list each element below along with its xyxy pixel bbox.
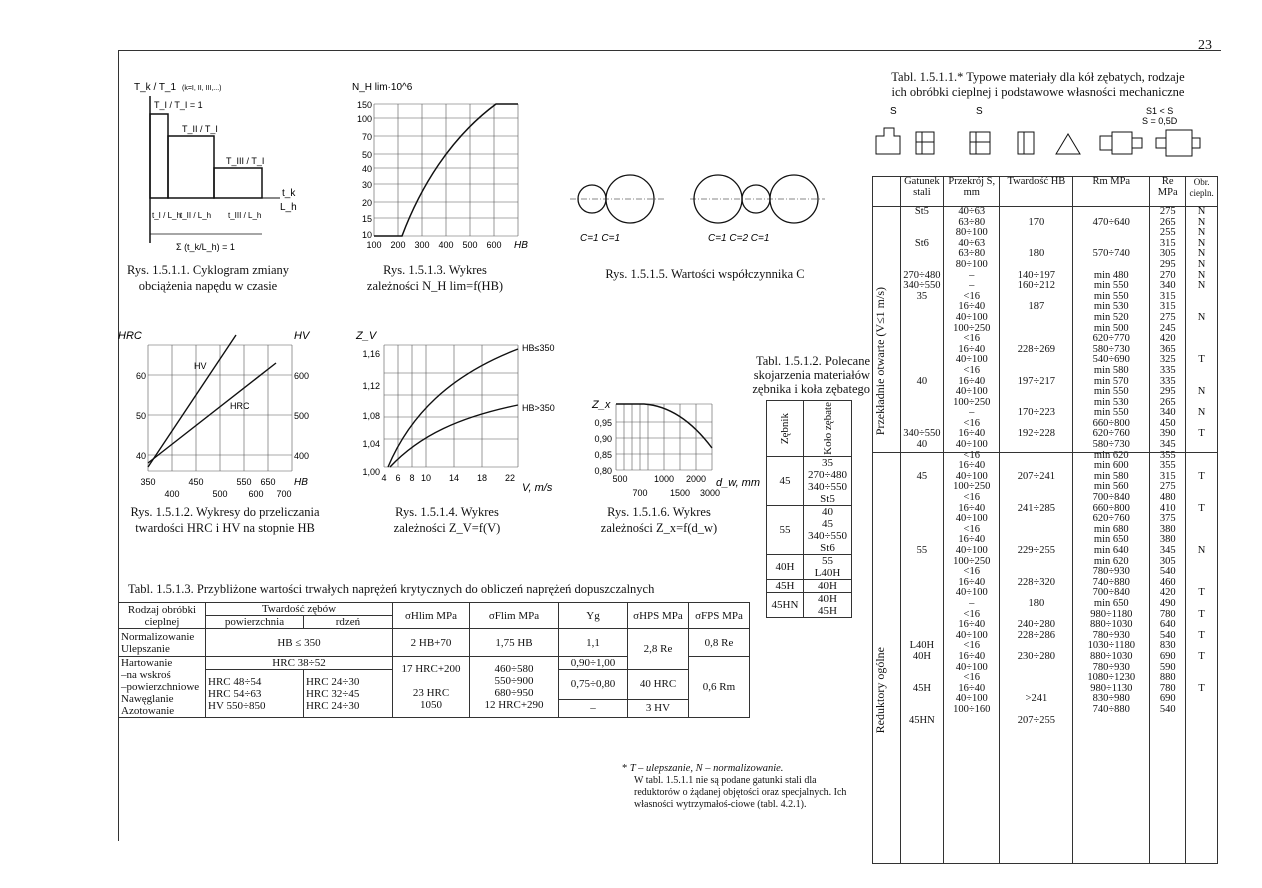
hb-bottom-tick: 400 [164, 489, 180, 499]
table-row [119, 629, 750, 657]
zv-xlabel: V, m/s [522, 482, 553, 494]
table-row [767, 506, 852, 555]
tabl-1511-h-gatunek: Gatunek stali [900, 177, 943, 207]
tabl-1512-title [736, 354, 870, 396]
nhlim-ytick: 150 [356, 100, 372, 110]
tabl-1512-cell: 55 [767, 506, 804, 555]
tabl-1511-h-obr: Obr. ciepln. [1186, 177, 1218, 207]
table-row [767, 555, 852, 580]
tabl-1512-cell: 45HN [767, 593, 804, 618]
sketch-s-label: S [890, 106, 897, 117]
zx-xlabel: d_w, mm [716, 477, 761, 489]
nhlim-xtick: 600 [486, 240, 502, 250]
nhlim-xlabel: HB [514, 240, 528, 251]
tabl-1513-cell: Hartowanie –na wskroś –powierzchniowe Nawęglanie Azotowanie [119, 657, 206, 718]
tabl-1513-h: Twardość zębów [206, 603, 393, 616]
curve-hrc-label: HRC [230, 401, 250, 411]
group-label-reducers: Reduktory ogólne [873, 647, 887, 734]
tabl-1511-col-przekroj: 40÷63 63÷80 80÷100 40÷63 63÷80 80÷100 – – <16 16÷40 40÷100 100÷250 <16 16÷40 40÷100 <16 16÷40 40÷100 100÷250 – <16 16÷40 40÷100 <16 16÷40 40÷100 100÷250 <16 16÷40 40÷100 <16 16÷40 40÷100 100÷250 <16 16÷40 40÷100 – <16 16÷40 40÷100 <16 16÷40 40÷100 <16 16÷40 40÷100 100÷160 [944, 207, 1000, 864]
nhlim-ytick: 40 [361, 164, 372, 174]
hv-ytick: 500 [294, 411, 310, 421]
table-row [767, 593, 852, 618]
nhlim-caption-l1: Rys. 1.5.1.3. Wykres [383, 263, 487, 277]
hb-bottom-tick: 500 [212, 489, 228, 499]
tabl-1513-h: σHlim MPa [393, 603, 470, 629]
coef-label-b: C=1 C=2 C=1 [708, 233, 770, 244]
zv-ytick: 1,00 [362, 467, 380, 477]
tabl-1513-cell: 1,75 HB [470, 629, 559, 657]
tabl-1511 [872, 176, 1218, 864]
tabl-1513-h: σFlim MPa [470, 603, 559, 629]
nhlim-ytick: 50 [361, 150, 372, 160]
cyclogram-figure [120, 78, 297, 258]
hrc-hv-caption-l2: twardości HRC i HV na stopnie HB [135, 521, 315, 535]
nhlim-ytick: 70 [361, 132, 372, 142]
zv-curve2-label: HB>350 [522, 403, 555, 413]
nhlim-xtick: 500 [462, 240, 478, 250]
zv-chart [350, 325, 570, 505]
tabl-1512-cell: 40 45 340÷550 St6 [804, 506, 852, 555]
zx-chart [582, 396, 762, 506]
hrc-axis-label: HRC [118, 330, 142, 342]
table-row [767, 580, 852, 593]
tabl-1511-col-rm: 470÷640 570÷740 min 480 min 550 min 550 min 530 min 520 min 500 620÷770 580÷730 540÷690 min 580 min 570 min 550 min 530 min 550 660÷800 620÷760 580÷730 min 620 min 600 min 580 min 560 700÷840 660÷800 620÷760 min 680 min 650 min 640 min 620 780÷930 740÷880 700÷840 min 650 980÷1180 880÷1030 780÷930 1030÷1180 880÷1030 780÷930 1080÷1230 980÷1130 830÷980 740÷880 [1073, 207, 1150, 864]
gear-sketches [870, 102, 1210, 168]
cyclogram-xlabel-lh: L_h [280, 202, 297, 213]
tabl-1512-title-l2: skojarzenia materiałów [753, 368, 870, 382]
cyclogram-label-t3: T_III / T_I [226, 156, 265, 166]
zv-curve1-label: HB≤350 [522, 343, 555, 353]
tabl-1513-cell: 460÷580 550÷900 680÷950 12 HRC+290 [470, 657, 559, 718]
group-label-open: Przekładnie otwarte (V≤1 m/s) [873, 287, 887, 436]
zx-xtick-bottom: 700 [632, 488, 648, 498]
zv-ytick: 1,12 [362, 381, 380, 391]
zv-ytick: 1,08 [362, 411, 380, 421]
tabl-1513-cell: 1,1 [559, 629, 628, 657]
tabl-1513-cell: HRC 48÷54 HRC 54÷63 HV 550÷850 [206, 670, 304, 718]
tabl-1513-cell: 17 HRC+200 23 HRC 1050 [393, 657, 470, 718]
coefficient-c-figure [570, 165, 840, 245]
tabl-1513-cell: 2 HB+70 [393, 629, 470, 657]
hrc-ytick: 40 [135, 451, 146, 461]
tabl-1512-cell: 55 L40H [804, 555, 852, 580]
coefficient-c-caption: Rys. 1.5.1.5. Wartości współczynnika C [605, 267, 805, 281]
tabl-1513-title: Tabl. 1.5.1.3. Przybliżone wartości trwałych naprężeń krytycznych do obliczeń naprężeń dopuszczalnych [128, 582, 655, 596]
tabl-1513-h: powierzchnia [206, 616, 304, 629]
nhlim-ylabel: N_H lim·10^6 [352, 82, 413, 93]
cyclogram-xlabel-tk: t_k [282, 188, 296, 199]
tabl-1513-h: Yg [559, 603, 628, 629]
zx-caption [584, 504, 734, 536]
tabl-1511-col-re: 275 265 255 315 305 295 270 340 315 315 275 245 420 365 325 335 335 295 265 340 450 390 345 355 355 315 275 480 410 375 380 380 345 305 540 460 420 490 780 640 540 830 690 590 880 780 690 540 [1150, 207, 1186, 864]
nhlim-ytick: 30 [361, 180, 372, 190]
tabl-1512-cell: 40H [804, 580, 852, 593]
nhlim-chart [330, 78, 540, 258]
zv-xtick: 22 [504, 473, 516, 483]
tabl-1512-h-kolo: Koło zębate [821, 402, 834, 455]
tabl-1511-col-twardosc: 170 180 140÷197 160÷212 187 228÷269 197÷217 170÷223 192÷228 207÷241 241÷285 229÷255 228÷320 180 240÷280 228÷286 230÷280 >241 207÷255 [1000, 207, 1073, 864]
tabl-1512-title-l3: zębnika i koła zębatego [752, 382, 870, 396]
footnote [622, 762, 862, 811]
hb-top-tick: 450 [188, 477, 204, 487]
zx-xtick-top: 1000 [653, 474, 675, 484]
zv-xtick: 10 [420, 473, 432, 483]
tabl-1512-cell: 45H [767, 580, 804, 593]
tabl-1513-cell: 0,75÷0,80 [559, 670, 628, 700]
zv-ylabel: Z_V [356, 330, 377, 342]
tabl-1513-h: Rodzaj obróbki cieplnej [119, 603, 206, 629]
hrc-ytick: 60 [135, 371, 146, 381]
zx-caption-l2: zależności Z_x=f(d_w) [600, 521, 718, 535]
tabl-1512-cell: 40H 45H [804, 593, 852, 618]
cyclogram-label-t1: T_I / T_I = 1 [154, 100, 203, 110]
nhlim-caption-l2: zależności N_H lim=f(HB) [366, 279, 504, 293]
hb-bottom-tick: 700 [276, 489, 292, 499]
footnote-star: * [622, 763, 628, 774]
zv-xtick: 8 [409, 473, 415, 483]
zx-ytick: 0,85 [594, 450, 612, 460]
tabl-1513-cell: Normalizowanie Ulepszanie [119, 629, 206, 657]
tabl-1512 [766, 400, 852, 618]
hrc-hv-chart [118, 325, 328, 505]
table-row [767, 457, 852, 506]
tabl-1511-title-l2: ich obróbki cieplnej i podstawowe własności mechaniczne [891, 85, 1185, 99]
tabl-1512-title-l1: Tabl. 1.5.1.2. Polecane [755, 354, 870, 368]
tabl-1513-cell: – [559, 699, 628, 718]
tabl-1511-title [858, 70, 1218, 100]
zv-xtick: 6 [395, 473, 401, 483]
zv-caption-l2: zależności Z_V=f(V) [393, 521, 501, 535]
tabl-1513-cell: HRC 38÷52 [206, 657, 393, 670]
nhlim-xtick: 400 [438, 240, 454, 250]
zx-ytick: 0,90 [594, 434, 612, 444]
nhlim-xtick: 300 [414, 240, 430, 250]
footnote-line2: W tabl. 1.5.1.1 nie są podane gatunki stali dla reduktorów o żądanej objętości oraz specjalnych. Ich własności wytrzymałoś-ciowe (tabl. 4.2.1). [634, 775, 847, 810]
tabl-1511-col-obr: N N N N N N N N N T N N T T T N T T T T T [1186, 207, 1218, 864]
hb-top-tick: 350 [140, 477, 156, 487]
hv-ytick: 600 [294, 371, 310, 381]
tabl-1511-col-gatunek: St5 St6 270÷480 340÷550 35 40 340÷550 40 45 55 L40H 40H 45H 45HN [900, 207, 943, 864]
tabl-1511-h-twardosc: Twardość HB [1000, 177, 1073, 207]
zv-xtick: 4 [381, 473, 387, 483]
tabl-1513-cell: 2,8 Re [628, 629, 689, 670]
zx-xtick-bottom: 3000 [699, 488, 721, 498]
cyclogram-ylabel-note: (k=I, II, III,...) [182, 85, 222, 92]
sketch-condition: S1 < S [1146, 106, 1174, 116]
tabl-1513-h: σFPS MPa [689, 603, 750, 629]
cyclogram-caption: Rys. 1.5.1.1. Cyklogram zmiany obciążenia napędu w czasie [127, 263, 289, 293]
tabl-1513 [118, 602, 750, 718]
hrc-hv-xlabel: HB [294, 477, 308, 488]
nhlim-ytick: 10 [361, 230, 372, 240]
zv-xtick: 14 [448, 473, 460, 483]
nhlim-xtick: 100 [366, 240, 382, 250]
zv-ytick: 1,16 [362, 349, 380, 359]
hb-top-tick: 550 [236, 477, 252, 487]
tabl-1512-cell: 45 [767, 457, 804, 506]
hrc-hv-caption [110, 504, 340, 536]
zx-xtick-bottom: 1500 [669, 488, 691, 498]
zx-xtick-top: 500 [612, 474, 628, 484]
tabl-1513-cell: HB ≤ 350 [206, 629, 393, 657]
nhlim-xtick: 200 [390, 240, 406, 250]
hv-ytick: 400 [294, 451, 310, 461]
nhlim-ytick: 15 [361, 214, 372, 224]
tabl-1513-h: rdzeń [303, 616, 392, 629]
hrc-hv-caption-l1: Rys. 1.5.1.2. Wykresy do przeliczania [130, 505, 320, 519]
nhlim-ytick: 100 [356, 114, 372, 124]
page-number: 23 [1198, 38, 1212, 53]
tabl-1511-title-l1: Tabl. 1.5.1.1.* Typowe materiały dla kół zębatych, rodzaje [891, 70, 1185, 84]
cyclogram-label-t2: T_II / T_I [182, 124, 218, 134]
zv-caption [362, 504, 532, 536]
tabl-1513-cell: 0,8 Re [689, 629, 750, 657]
nhlim-caption [340, 262, 530, 294]
cyclogram-seg2: t_II / L_h [180, 211, 212, 220]
hb-top-tick: 650 [260, 477, 276, 487]
cyclogram-ylabel: T_k / T_1 [134, 82, 177, 93]
nhlim-ytick: 20 [361, 198, 372, 208]
zv-ytick: 1,04 [362, 439, 380, 449]
zx-caption-l1: Rys. 1.5.1.6. Wykres [607, 505, 711, 519]
table-row [873, 207, 1218, 864]
tabl-1512-h-zebnik: Zębnik [779, 412, 791, 445]
cyclogram-seg3: t_III / L_h [228, 211, 262, 220]
zv-xtick: 18 [476, 473, 488, 483]
tabl-1512-cell: 35 270÷480 340÷550 St5 [804, 457, 852, 506]
hrc-ytick: 50 [135, 411, 146, 421]
zx-ylabel: Z_x [592, 399, 611, 411]
group-divider [872, 452, 1218, 453]
zx-ytick: 0,95 [594, 418, 612, 428]
tabl-1513-cell: HRC 24÷30 HRC 32÷45 HRC 24÷30 [303, 670, 392, 718]
curve-hv-label: HV [194, 361, 207, 371]
tabl-1513-cell: 3 HV [628, 699, 689, 718]
tabl-1512-cell: 40H [767, 555, 804, 580]
footnote-line1: T – ulepszanie, N – normalizowanie. [629, 763, 784, 774]
tabl-1511-h-przekroj: Przekrój S, mm [944, 177, 1000, 207]
cyclogram-sum: Σ (t_k/L_h) = 1 [176, 242, 235, 252]
tabl-1513-cell: 0,90÷1,00 [559, 657, 628, 670]
zv-caption-l1: Rys. 1.5.1.4. Wykres [395, 505, 499, 519]
tabl-1513-h: σHPS MPa [628, 603, 689, 629]
tabl-1513-cell: 40 HRC [628, 670, 689, 700]
cyclogram-seg1: t_I / L_h [152, 211, 181, 220]
sketch-condition-2: S = 0,5D [1142, 116, 1178, 126]
zx-ytick: 0,80 [594, 466, 612, 476]
hv-axis-label: HV [294, 330, 310, 342]
zx-xtick-top: 2000 [685, 474, 707, 484]
tabl-1513-cell: 0,6 Rm [689, 657, 750, 718]
tabl-1511-h-re: Re MPa [1150, 177, 1186, 207]
sketch-s-label-2: S [976, 106, 983, 117]
tabl-1511-h-rm: Rm MPa [1073, 177, 1150, 207]
coef-label-a: C=1 C=1 [580, 233, 621, 244]
hb-bottom-tick: 600 [248, 489, 264, 499]
